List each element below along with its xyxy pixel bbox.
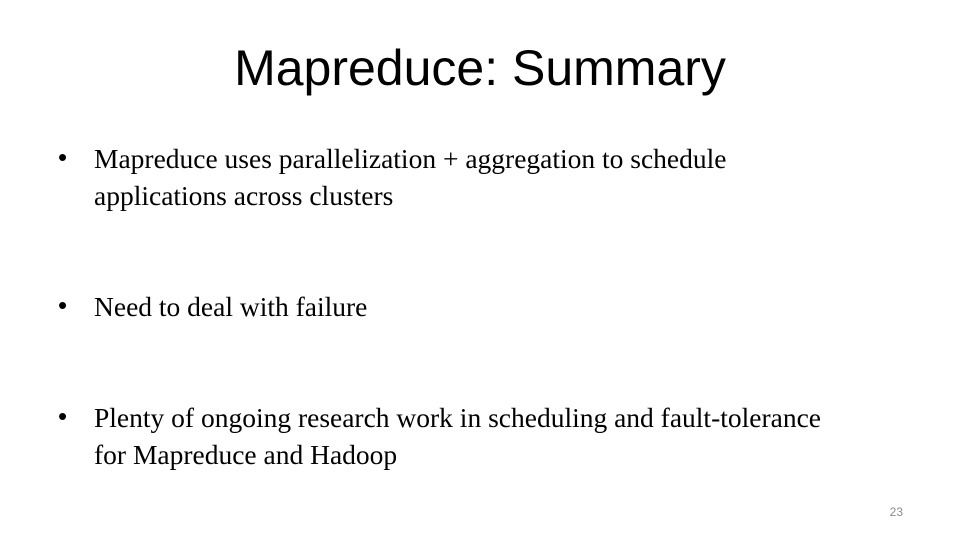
slide-title: Mapreduce: Summary (234, 40, 726, 96)
page-number: 23 (889, 505, 903, 519)
bullet-item-3 (58, 399, 858, 473)
bullet-icon: • (58, 401, 68, 431)
bullet-item-2 (58, 288, 858, 325)
bullet-item-1 (58, 140, 858, 214)
bullet-text: Mapreduce uses parallelization + aggregation to schedule applications across clusters (94, 143, 727, 211)
bullet-list (58, 140, 858, 473)
bullet-icon: • (58, 290, 68, 320)
bullet-text: Need to deal with failure (94, 291, 368, 322)
bullet-icon: • (58, 142, 68, 172)
bullet-text: Plenty of ongoing research work in scheduling and fault-tolerance for Mapreduce and Hadoop (94, 402, 821, 470)
